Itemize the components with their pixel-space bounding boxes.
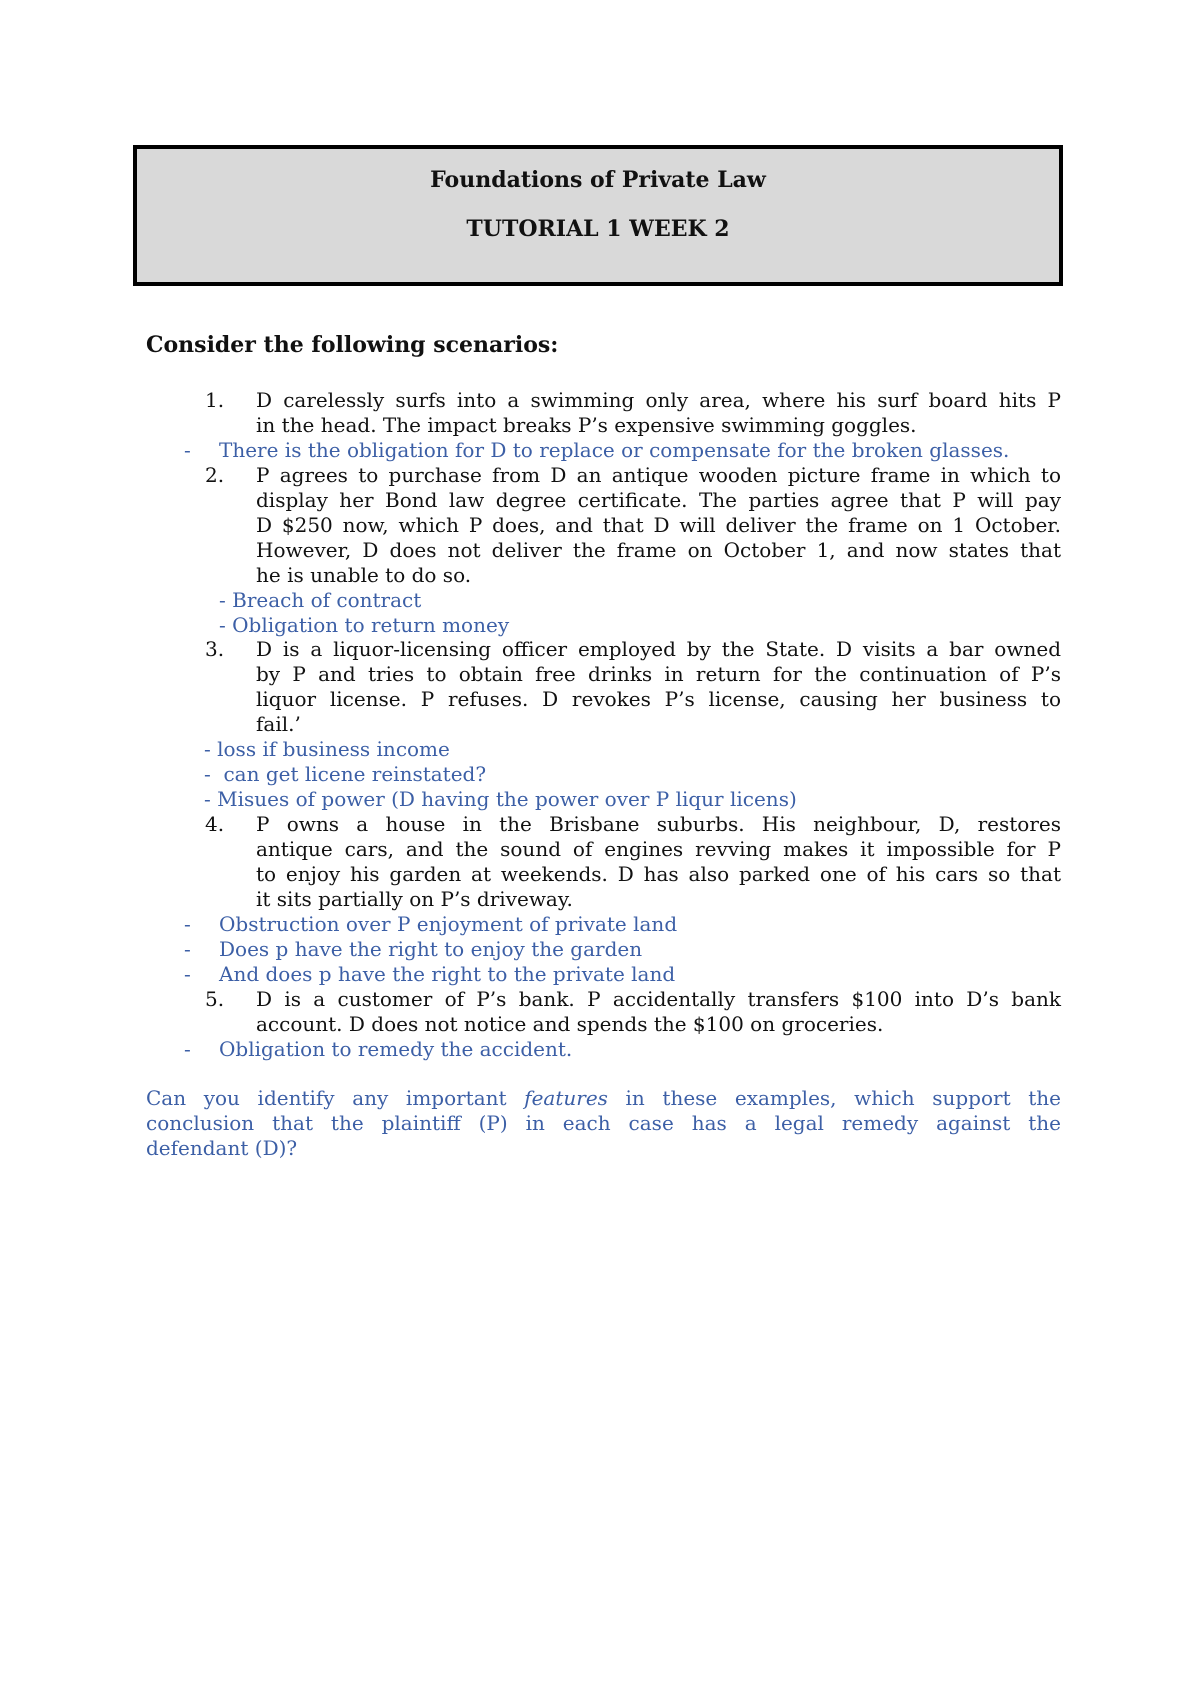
note-text: - Obligation to return money — [219, 613, 510, 637]
title-box — [133, 145, 1063, 286]
scenario-text-line: However, D does not deliver the frame on October 1, and now states that — [256, 538, 1061, 562]
list-item — [0, 488, 1200, 513]
scenario-text-line: P agrees to purchase from D an antique wooden picture frame in which to — [256, 463, 1061, 487]
list-item — [0, 987, 1200, 1012]
list-item — [0, 662, 1200, 687]
scenario-text-line: it sits partially on P’s driveway. — [256, 887, 573, 911]
note-text: There is the obligation for D to replace or compensate for the broken glasses. — [219, 438, 1010, 462]
list-item — [0, 837, 1200, 862]
note-text: - Breach of contract — [219, 588, 422, 612]
list-item — [0, 388, 1200, 413]
scenario-text-line: display her Bond law degree certificate. The parties agree that P will pay — [256, 488, 1061, 512]
list-item — [0, 712, 1200, 737]
answer-note — [0, 588, 1200, 613]
note-text: And does p have the right to the private land — [219, 962, 676, 986]
list-item — [0, 637, 1200, 662]
answer-note — [0, 962, 1200, 987]
closing-line — [146, 1086, 1061, 1111]
closing-line: conclusion that the plaintiff (P) in each case has a legal remedy against the — [146, 1110, 1061, 1135]
list-item — [0, 538, 1200, 563]
list-item — [0, 1012, 1200, 1037]
document-subtitle: TUTORIAL 1 WEEK 2 — [466, 216, 730, 242]
list-item — [0, 887, 1200, 912]
intro-heading: Consider the following scenarios: — [146, 332, 559, 358]
answer-note — [0, 1037, 1200, 1062]
dash-bullet: - — [184, 937, 191, 961]
scenario-number: 3. — [205, 637, 225, 661]
document-title: Foundations of Private Law — [430, 167, 766, 193]
answer-note — [0, 762, 1200, 787]
note-text: Does p have the right to enjoy the garden — [219, 937, 643, 961]
list-item — [0, 513, 1200, 538]
scenario-text-line: fail.’ — [256, 712, 301, 736]
note-text: - can get licene reinstated? — [204, 762, 487, 786]
scenario-text-line: liquor license. P refuses. D revokes P’s license, causing her business to — [256, 687, 1061, 711]
answer-note — [0, 787, 1200, 812]
scenario-text-line: account. D does not notice and spends the $100 on groceries. — [256, 1012, 884, 1036]
list-item — [0, 563, 1200, 588]
scenario-number: 5. — [205, 987, 225, 1011]
answer-note — [0, 937, 1200, 962]
answer-note — [0, 912, 1200, 937]
note-text: - Misues of power (D having the power over P liqur licens) — [204, 787, 797, 811]
dash-bullet: - — [184, 1037, 191, 1061]
scenario-text-line: antique cars, and the sound of engines revving makes it impossible for P — [256, 837, 1061, 861]
closing-line: defendant (D)? — [146, 1135, 298, 1160]
scenario-number: 4. — [205, 812, 225, 836]
dash-bullet: - — [184, 962, 191, 986]
scenario-text-line: to enjoy his garden at weekends. D has also parked one of his cars so that — [256, 862, 1061, 886]
list-item — [0, 862, 1200, 887]
dash-bullet: - — [184, 438, 191, 462]
scenario-text-line: D carelessly surfs into a swimming only area, where his surf board hits P — [256, 388, 1061, 412]
closing-text: in these examples, which support the — [607, 1086, 1061, 1110]
note-text: - loss if business income — [204, 737, 450, 761]
scenario-text-line: by P and tries to obtain free drinks in return for the continuation of P’s — [256, 662, 1061, 686]
closing-question — [146, 1086, 1061, 1160]
note-text: Obligation to remedy the accident. — [219, 1037, 573, 1061]
list-item — [0, 413, 1200, 438]
list-item — [0, 687, 1200, 712]
closing-text: Can you identify any important — [146, 1086, 525, 1110]
scenario-text-line: D is a customer of P’s bank. P accidentally transfers $100 into D’s bank — [256, 987, 1061, 1011]
scenario-text-line: P owns a house in the Brisbane suburbs. His neighbour, D, restores — [256, 812, 1061, 836]
scenario-number: 1. — [205, 388, 225, 412]
scenario-text-line: he is unable to do so. — [256, 563, 472, 587]
emphasis-features: features — [524, 1086, 608, 1110]
answer-note — [0, 438, 1200, 463]
scenario-text-line: D $250 now, which P does, and that D will deliver the frame on 1 October. — [256, 513, 1061, 537]
answer-note — [0, 737, 1200, 762]
answer-note — [0, 613, 1200, 638]
list-item — [0, 812, 1200, 837]
note-text: Obstruction over P enjoyment of private land — [219, 912, 678, 936]
dash-bullet: - — [184, 912, 191, 936]
list-item — [0, 463, 1200, 488]
scenario-number: 2. — [205, 463, 225, 487]
scenario-text-line: D is a liquor-licensing officer employed by the State. D visits a bar owned — [256, 637, 1061, 661]
scenario-text-line: in the head. The impact breaks P’s expensive swimming goggles. — [256, 413, 917, 437]
